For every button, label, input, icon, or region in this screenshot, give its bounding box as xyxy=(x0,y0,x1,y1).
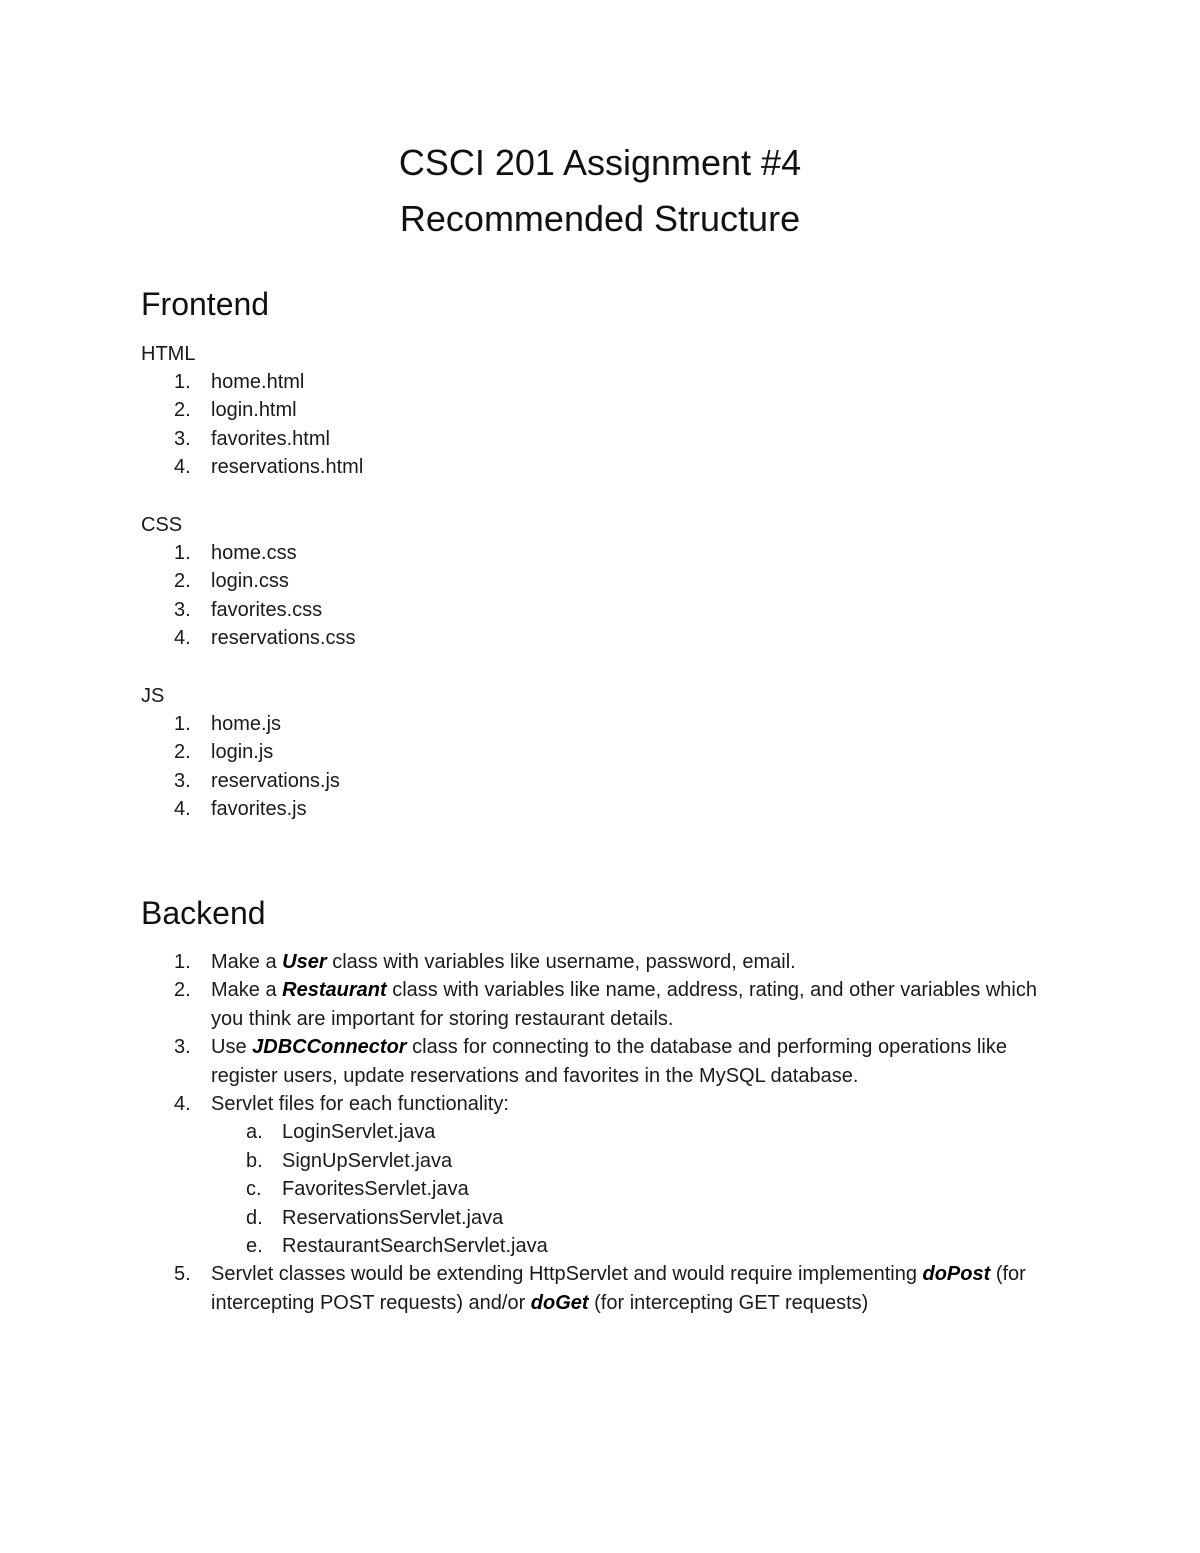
html-file-list xyxy=(0,368,1200,482)
js-heading: JS xyxy=(141,685,165,707)
list-item: 2. Make a Restaurant class with variables like name, address, rating, and other variables which you think are important for storing restaurant details. xyxy=(174,979,1037,1030)
css-heading: CSS xyxy=(141,514,183,536)
backend-list xyxy=(0,948,1200,1317)
list-item: 5. Servlet classes would be extending HttpServlet and would require implementing doPost (for intercepting POST requests) and/or doGet (for intercepting GET requests) xyxy=(174,1263,1026,1314)
list-item: 3. favorites.css xyxy=(174,598,323,621)
class-name-restaurant: Restaurant xyxy=(282,979,387,1002)
list-item: 2. login.html xyxy=(174,399,297,422)
sublist-item: d. ReservationsServlet.java xyxy=(246,1206,504,1229)
sublist-item: e. RestaurantSearchServlet.java xyxy=(246,1235,548,1258)
list-item: 1. home.html xyxy=(174,371,305,393)
servlet-file-list xyxy=(0,1118,1200,1260)
html-heading: HTML xyxy=(141,343,196,365)
list-item: 4. Servlet files for each functionality: a. LoginServlet.java b. SignUpServlet.java c. FavoritesServlet.java d. ReservationsServlet.java e. RestaurantSearchServlet.java xyxy=(0,1090,1200,1260)
css-file-list xyxy=(0,539,1200,653)
list-item: 3. Use JDBCConnector class for connecting to the database and performing operations like register users, update reservations and favorites in the MySQL database. xyxy=(174,1036,1007,1087)
list-item: 4. favorites.js xyxy=(174,798,307,821)
backend-heading: Backend xyxy=(141,895,266,931)
class-name-jdbcconnector: JDBCConnector xyxy=(252,1036,407,1059)
class-name-user: User xyxy=(282,951,327,973)
list-item: 1. home.js xyxy=(174,713,282,735)
list-item: 3. reservations.js xyxy=(174,769,340,792)
js-file-list xyxy=(0,710,1200,824)
sublist-item: b. SignUpServlet.java xyxy=(246,1149,453,1172)
list-item: 4. reservations.css xyxy=(174,627,356,650)
list-item: 2. login.css xyxy=(174,570,289,593)
document-subtitle: Recommended Structure xyxy=(399,198,801,239)
method-name-doget: doGet xyxy=(530,1291,589,1314)
frontend-heading: Frontend xyxy=(141,286,270,322)
list-item: 3. favorites.html xyxy=(174,427,330,450)
list-item: 4. reservations.html xyxy=(174,456,364,479)
sublist-item: a. LoginServlet.java xyxy=(246,1121,436,1144)
sublist-item: c. FavoritesServlet.java xyxy=(246,1178,469,1201)
list-item: 1. Make a User class with variables like username, password, email. xyxy=(174,951,796,973)
list-item: 1. home.css xyxy=(174,542,297,564)
method-name-dopost: doPost xyxy=(922,1263,991,1286)
document-title: CSCI 201 Assignment #4 xyxy=(398,142,802,183)
list-item: 2. login.js xyxy=(174,741,274,764)
